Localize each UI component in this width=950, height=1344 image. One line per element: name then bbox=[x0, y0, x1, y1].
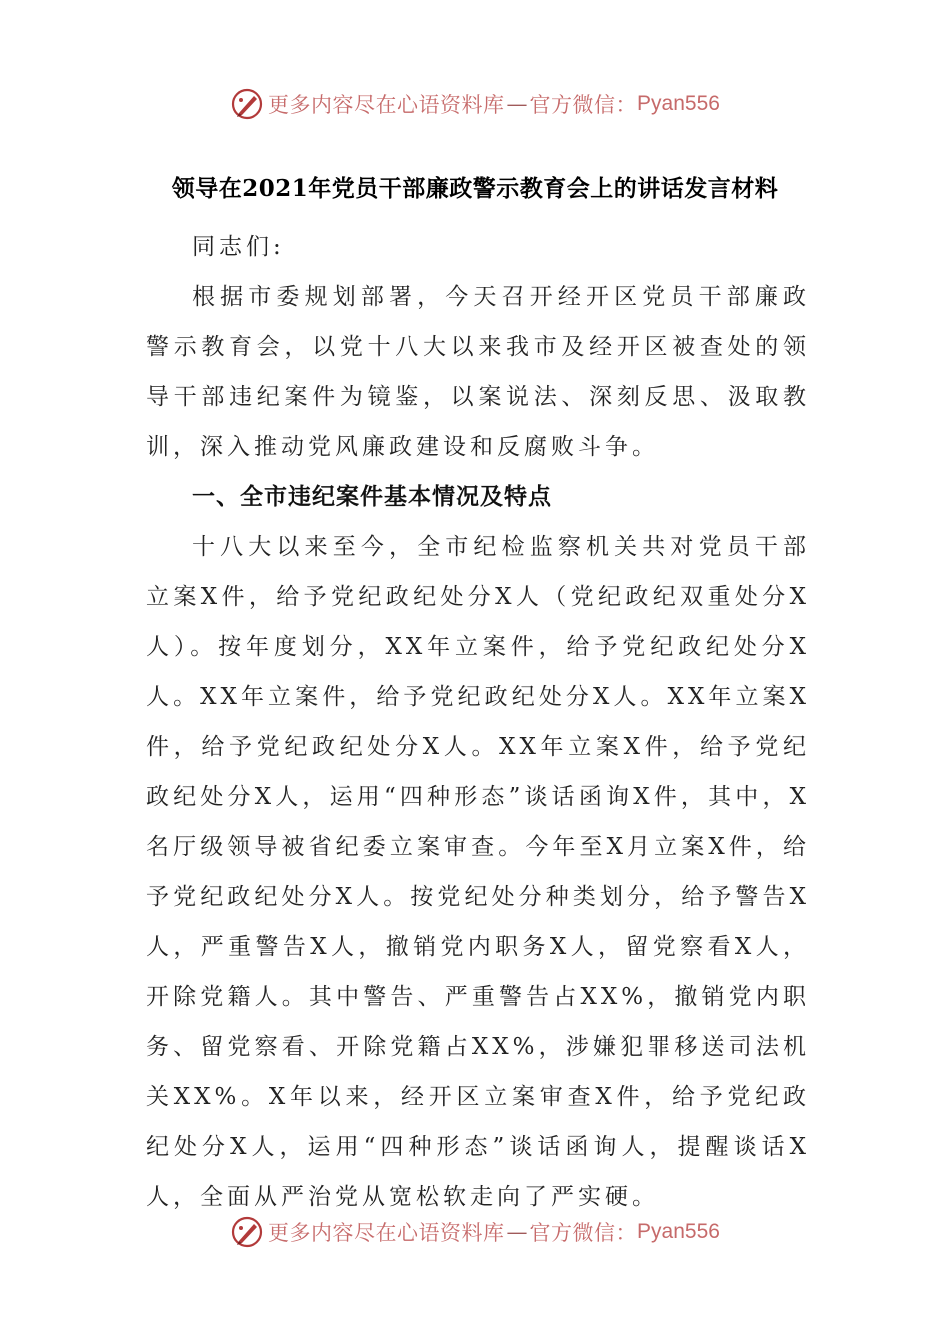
intro-paragraph: 根据市委规划部署，今天召开经开区党员干部廉政警示教育会，以党十八大以来我市及经开区被查处的领导干部违纪案件为镜鉴，以案说法、深刻反思、汲取教训，深入推动党风廉政建设和反腐败斗争。 bbox=[146, 284, 810, 460]
watermark-contact-label: 官方微信： bbox=[529, 93, 638, 117]
watermark-separator: — bbox=[506, 1220, 528, 1244]
watermark-contact-id: Pyan556 bbox=[637, 1220, 720, 1243]
watermark-contact-id: Pyan556 bbox=[637, 92, 720, 115]
watermark-site-text: 更多内容尽在心语资料库 bbox=[268, 93, 505, 117]
pen-logo-icon bbox=[230, 87, 264, 121]
watermark-site-text: 更多内容尽在心语资料库 bbox=[268, 1221, 505, 1245]
watermark-separator: — bbox=[506, 92, 528, 116]
body-paragraph: 十八大以来至今，全市纪检监察机关共对党员干部立案X件，给予党纪政纪处分X人（党纪政纪双重处分X人）。按年度划分，XX年立案件，给予党纪政纪处分X人。XX年立案件，给予党纪政纪处分X人。XX年立案X件，给予党纪政纪处分X人。XX年立案X件，给予党纪政纪处分X人，运用“四种形态”谈话函询X件，其中，X名厅级领导被省纪委立案审查。今年至X月立案X件，给予党纪政纪处分X人。按党纪处分种类划分，给予警告X人，严重警告X人，撤销党内职务X人，留党察看X人，开除党籍人。其中警告、严重警告占XX%，撤销党内职务、留党察看、开除党籍占XX%，涉嫌犯罪移送司法机关XX%。X年以来，经开区立案审查X件，给予党纪政纪处分X人，运用“四种形态”谈话函询人，提醒谈话X人，全面从严治党从宽松软走向了严实硬。 bbox=[146, 534, 810, 1210]
header-watermark bbox=[0, 84, 950, 124]
document-body bbox=[146, 222, 810, 1222]
footer-watermark bbox=[0, 1212, 950, 1252]
pen-logo-icon bbox=[230, 1215, 264, 1249]
section-heading: 一、全市违纪案件基本情况及特点 bbox=[192, 484, 552, 510]
watermark-contact-label: 官方微信： bbox=[529, 1221, 638, 1245]
salutation: 同志们: bbox=[192, 234, 285, 260]
document-title: 领导在2021年党员干部廉政警示教育会上的讲话发言材料 bbox=[171, 175, 779, 202]
